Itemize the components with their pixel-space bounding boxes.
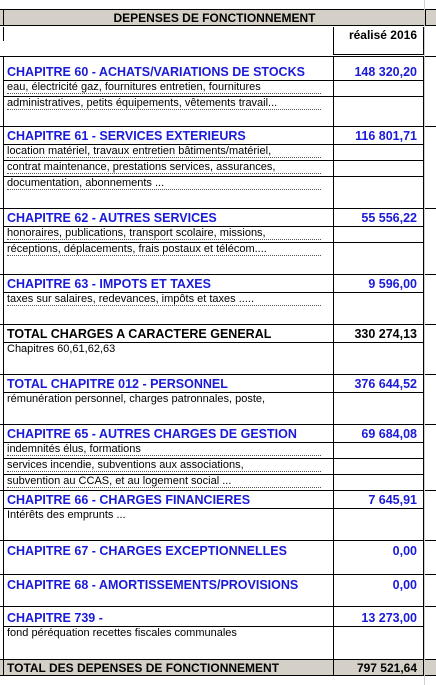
section-title: CHAPITRE 67 - CHARGES EXCEPTIONNELLES	[7, 544, 287, 558]
section-title: CHAPITRE 63 - IMPOTS ET TAXES	[7, 277, 211, 291]
footer-title: TOTAL DES DEPENSES DE FONCTIONNEMENT	[7, 661, 280, 675]
section-description-line: location matériel, travaux entretien bâtiments/matériel,	[7, 145, 321, 158]
section-value: 13 273,00	[361, 611, 417, 625]
section-block	[0, 274, 436, 324]
column-header-realise: réalisé 2016	[348, 28, 417, 42]
section-title: CHAPITRE 62 - AUTRES SERVICES	[7, 211, 217, 225]
section-description-line: taxes sur salaires, redevances, impôts et taxes .....	[7, 293, 321, 306]
section-title: TOTAL CHAPITRE 012 - PERSONNEL	[7, 377, 228, 391]
section-value: 7 645,91	[368, 493, 417, 507]
section-value: 55 556,22	[361, 211, 417, 225]
section-description-line: rémunération personnel, charges patronnales, poste,	[7, 393, 266, 405]
section-description-line: indemnités élus, formations	[7, 443, 321, 456]
footer-row	[0, 659, 436, 676]
section-block	[0, 606, 436, 659]
table-title: DEPENSES DE FONCTIONNEMENT	[3, 10, 426, 25]
section-title: CHAPITRE 60 - ACHATS/VARIATIONS DE STOCKS	[7, 65, 305, 79]
section-description-line: administratives, petits équipements, vêtements travail...	[7, 97, 321, 110]
column-header-row	[0, 27, 436, 55]
section-block	[0, 208, 436, 274]
section-description-line: honoraires, publications, transport scolaire, missions,	[7, 227, 321, 240]
section-description-line: subvention au CCAS, et au logement social ...	[7, 475, 321, 488]
section-value: 69 684,08	[361, 427, 417, 441]
section-title: CHAPITRE 739 -	[7, 611, 103, 625]
header-row	[0, 9, 436, 26]
section-description-line: eau, électricité gaz, fournitures entretien, fournitures	[7, 81, 321, 94]
section-value: 0,00	[392, 578, 417, 592]
section-value: 0,00	[392, 544, 417, 558]
section-block	[0, 126, 436, 208]
section-value: 116 801,71	[355, 129, 417, 143]
section-description-line: réceptions, déplacements, frais postaux et télécom....	[7, 243, 321, 256]
section-description-line: Chapitres 60,61,62,63	[7, 343, 116, 355]
section-title: CHAPITRE 65 - AUTRES CHARGES DE GESTION	[7, 427, 297, 441]
section-title: CHAPITRE 68 - AMORTISSEMENTS/PROVISIONS	[7, 578, 299, 592]
section-block	[0, 374, 436, 424]
section-block	[0, 56, 436, 126]
section-title: TOTAL CHARGES A CARACTERE GENERAL	[7, 327, 272, 341]
section-value: 148 320,20	[354, 65, 417, 79]
gridline-column	[424, 0, 436, 685]
section-description-line: fond péréquation recettes fiscales communales	[7, 627, 237, 639]
section-block	[0, 424, 436, 490]
section-description-line: Intérêts des emprunts ...	[7, 509, 126, 521]
section-title: CHAPITRE 66 - CHARGES FINANCIERES	[7, 493, 251, 507]
section-value: 9 596,00	[368, 277, 417, 291]
section-title: CHAPITRE 61 - SERVICES EXTERIEURS	[7, 129, 246, 143]
section-description-line: contrat maintenance, prestations services, assurances,	[7, 161, 321, 174]
section-block	[0, 574, 436, 606]
section-block	[0, 540, 436, 574]
footer-value: 797 521,64	[356, 661, 417, 675]
section-value: 330 274,13	[354, 327, 417, 341]
section-block	[0, 324, 436, 374]
section-block	[0, 490, 436, 540]
section-value: 376 644,52	[354, 377, 417, 391]
section-description-line: services incendie, subventions aux associations,	[7, 459, 321, 472]
section-description-line: documentation, abonnements ...	[7, 177, 321, 190]
